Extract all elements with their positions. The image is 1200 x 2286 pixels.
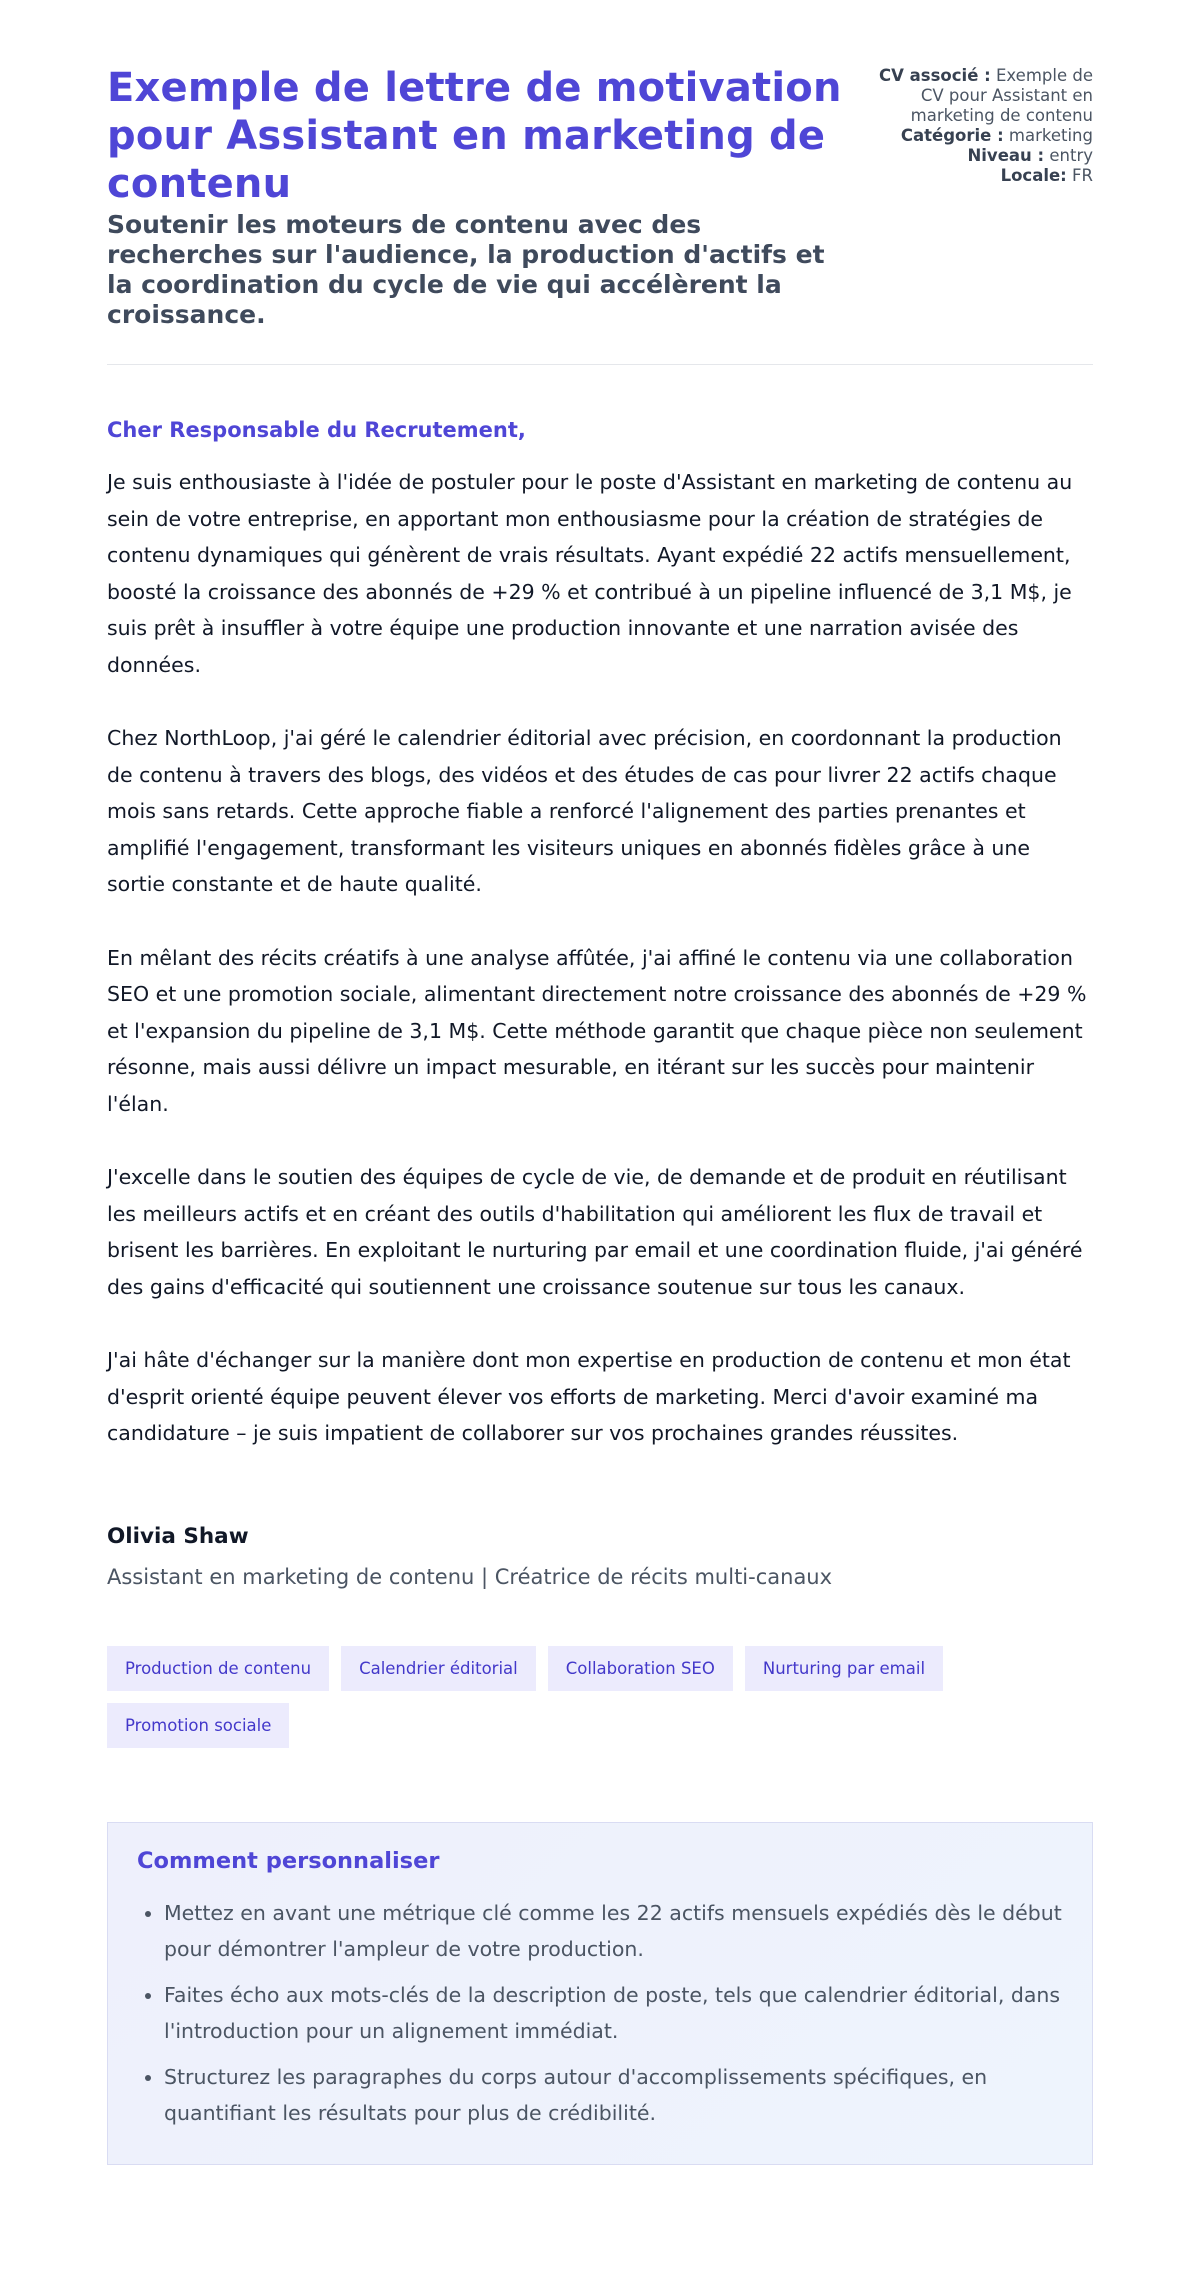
skill-tag: Calendrier éditorial (341, 1646, 536, 1691)
skill-tag: Nurturing par email (745, 1646, 943, 1691)
skill-tags (107, 1646, 1093, 1748)
letter-header (107, 64, 1093, 330)
letter-paragraph: Je suis enthousiaste à l'idée de postuler pour le poste d'Assistant en marketing de contenu au sein de votre entreprise, en apportant mon enthousiasme pour la création de stratégies de contenu dynamiques qui génèrent de vrais résultats. Ayant expédié 22 actifs mensuellement, boosté la croissance des abonnés de +29 % et contribué à un pipeline influencé de 3,1 M$, je suis prêt à insuffler à votre équipe une production innovante et une narration avisée des données. (107, 470, 1073, 677)
skill-tag: Production de contenu (107, 1646, 329, 1691)
tip-item: • Mettez en avant une métrique clé comme les 22 actifs mensuels expédiés dès le début pour démontrer l'ampleur de votre production. (164, 1895, 1063, 1968)
skill-tag: Promotion sociale (107, 1703, 289, 1748)
meta-value: FR (1072, 166, 1093, 185)
header-divider (107, 364, 1093, 365)
tip-item: • Faites écho aux mots-clés de la description de poste, tels que calendrier éditorial, dans l'introduction pour un alignement immédiat. (164, 1977, 1063, 2050)
meta-related-cv (878, 66, 1093, 126)
salutation: Cher Responsable du Recrutement, (107, 418, 526, 442)
signature-role: Assistant en marketing de contenu | Créatrice de récits multi-canaux (107, 1564, 833, 1589)
meta-key: Niveau : (967, 146, 1045, 165)
letter-paragraphs (107, 464, 1093, 1452)
meta-panel (878, 66, 1093, 186)
meta-value: Exemple de CV pour Assistant en marketing de contenu (910, 66, 1093, 125)
signature-block (107, 1524, 1093, 1590)
page-title: Exemple de lettre de motivation pour Assistant en marketing de contenu (107, 65, 842, 207)
letter-paragraph: J'ai hâte d'échanger sur la manière dont mon expertise en production de contenu et mon état d'esprit orienté équipe peuvent élever vos efforts de marketing. Merci d'avoir examiné ma candidature – je suis impatient de collaborer sur vos prochaines grandes réussites. (107, 1348, 1071, 1445)
tips-list (137, 1895, 1063, 2132)
signature-name: Olivia Shaw (107, 1523, 249, 1549)
header-titles (107, 64, 847, 330)
tip-item: • Structurez les paragraphes du corps autour d'accomplissements spécifiques, en quantifiant les résultats pour plus de crédibilité. (164, 2059, 1063, 2132)
letter-paragraph: Chez NorthLoop, j'ai géré le calendrier éditorial avec précision, en coordonnant la production de contenu à travers des blogs, des vidéos et des études de cas pour livrer 22 actifs chaque mois sans retards. Cette approche fiable a renforcé l'alignement des parties prenantes et amplifié l'engagement, transformant les visiteurs uniques en abonnés fidèles grâce à une sortie constante et de haute qualité. (107, 726, 1062, 896)
tips-title: Comment personnaliser (137, 1847, 440, 1874)
meta-value: marketing (1008, 126, 1093, 145)
meta-key: CV associé : (879, 66, 991, 85)
page-subtitle: Soutenir les moteurs de contenu avec des recherches sur l'audience, la production d'actifs et la coordination du cycle de vie qui accélèrent la croissance. (107, 210, 825, 329)
customization-tips (107, 1822, 1093, 2165)
meta-locale (878, 166, 1093, 186)
meta-key: Locale: (1000, 166, 1067, 185)
meta-value: entry (1049, 146, 1093, 165)
skill-tag: Collaboration SEO (548, 1646, 733, 1691)
letter-body (107, 417, 1093, 1452)
letter-paragraph: J'excelle dans le soutien des équipes de cycle de vie, de demande et de produit en réutilisant les meilleurs actifs et en créant des outils d'habilitation qui améliorent les flux de travail et brisent les barrières. En exploitant le nurturing par email et une coordination fluide, j'ai généré des gains d'efficacité qui soutiennent une croissance soutenue sur tous les canaux. (107, 1165, 1083, 1299)
meta-key: Catégorie : (900, 126, 1004, 145)
letter-paragraph: En mêlant des récits créatifs à une analyse affûtée, j'ai affiné le contenu via une collaboration SEO et une promotion sociale, alimentant directement notre croissance des abonnés de +29 % et l'expansion du pipeline de 3,1 M$. Cette méthode garantit que chaque pièce non seulement résonne, mais aussi délivre un impact mesurable, en itérant sur les succès pour maintenir l'élan. (107, 945, 1087, 1116)
meta-category (878, 126, 1093, 146)
meta-level (878, 146, 1093, 166)
